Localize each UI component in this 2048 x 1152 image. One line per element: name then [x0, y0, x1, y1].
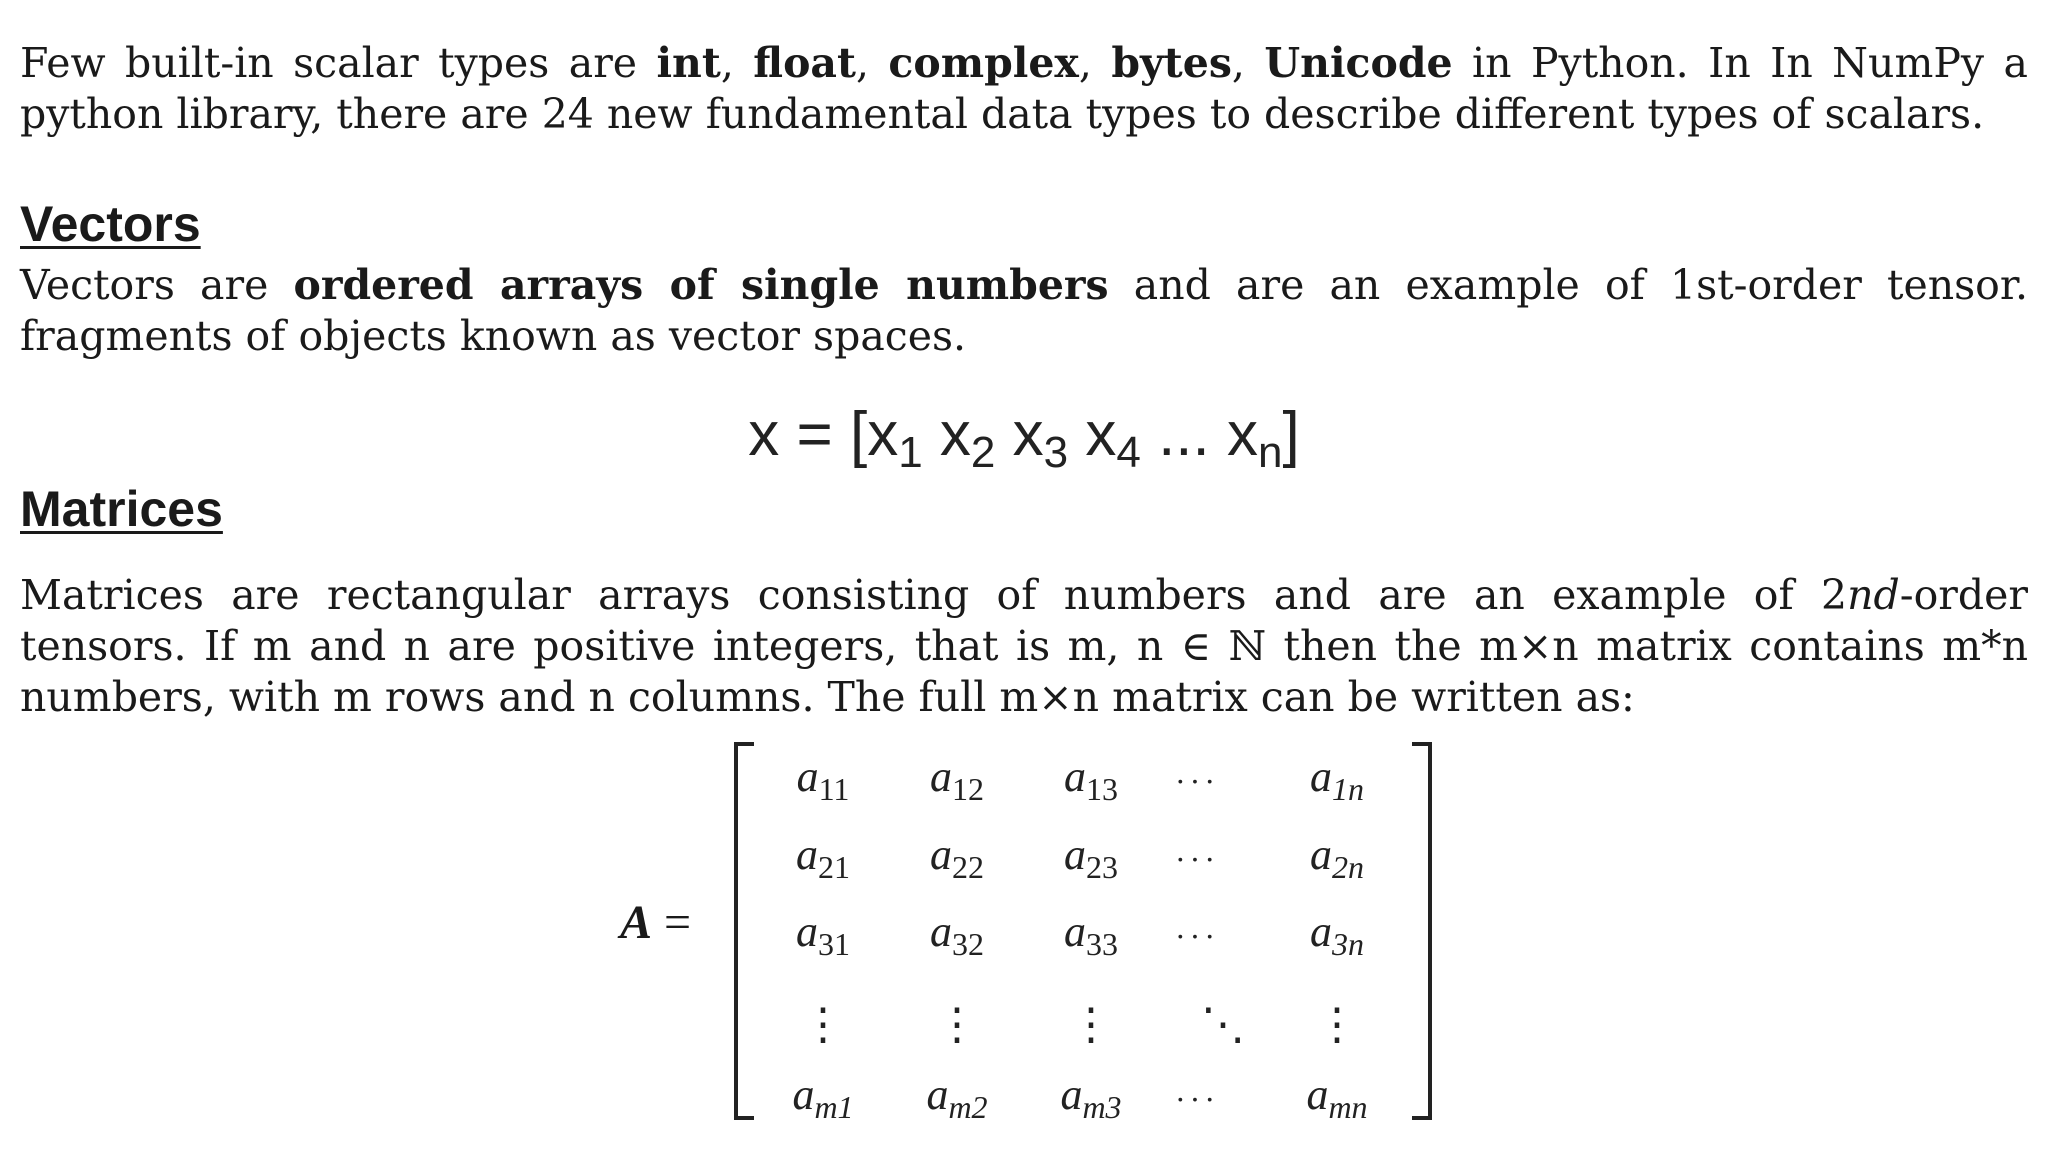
- cell-sub: [948, 1089, 987, 1125]
- term-sub: 3: [1043, 428, 1069, 477]
- cell-base: a: [930, 830, 952, 879]
- cell-base: a: [796, 752, 819, 801]
- intro-text: Few built-in scalar types are: [20, 39, 657, 87]
- term-sub: 1: [898, 428, 923, 477]
- vector-term: [1226, 400, 1283, 477]
- vector-ellipsis: ...: [1158, 400, 1210, 469]
- cell-base: a: [930, 907, 952, 956]
- term-base: x: [1012, 400, 1044, 469]
- vectors-heading: Vectors: [20, 196, 201, 252]
- cell-base: a: [1310, 830, 1332, 879]
- cell-sub: [1328, 1089, 1367, 1125]
- separator: ,: [1231, 39, 1265, 87]
- cell-sub-text: m2: [948, 1089, 988, 1125]
- intro-paragraph: [20, 38, 2028, 140]
- matrices-paragraph: [20, 570, 2028, 723]
- vector-term: [867, 400, 923, 477]
- cell-sub-text: m1: [814, 1089, 854, 1125]
- matrices-heading: Matrices: [20, 481, 223, 537]
- matrices-text: Matrices are rectangular arrays consisting of numbers and are an example of 2: [20, 571, 1848, 619]
- matrix-hdots: ···: [1175, 918, 1219, 954]
- cell-base: a: [792, 1070, 815, 1119]
- vectors-paragraph: [20, 260, 2028, 362]
- matrices-italic-text: nd: [1847, 571, 1900, 619]
- vector-eq-lhs: x = [: [748, 400, 868, 469]
- cell-sub: 11: [818, 771, 850, 807]
- matrix-cell: [768, 830, 878, 885]
- type-float: float: [753, 39, 856, 87]
- matrix-cell: [768, 1070, 878, 1125]
- matrix-vdots: ⋮: [1069, 1000, 1113, 1049]
- matrix-vdots: ⋮: [801, 1000, 845, 1049]
- cell-base: a: [1064, 907, 1086, 956]
- matrix-variable: A: [620, 896, 653, 949]
- matrix-cell: [1036, 752, 1146, 807]
- type-bytes: bytes: [1111, 39, 1232, 87]
- matrix-cell: [902, 1070, 1012, 1125]
- matrix-lhs: [620, 895, 691, 951]
- separator: ,: [1078, 39, 1112, 87]
- type-int: int: [656, 39, 721, 87]
- term-base: x: [1085, 400, 1117, 469]
- vector-equation: [0, 395, 2048, 475]
- matrix-cell: [1282, 752, 1392, 807]
- matrix-hdots: ···: [1175, 841, 1219, 877]
- vector-term: [1085, 400, 1141, 477]
- cell-base: a: [1306, 1070, 1329, 1119]
- matrix-right-bracket: [1412, 742, 1432, 1120]
- cell-sub: 31: [818, 926, 850, 962]
- matrix-cell: [1282, 830, 1392, 885]
- cell-base: a: [1310, 752, 1332, 801]
- matrix-cell: [768, 907, 878, 962]
- cell-sub: [1332, 926, 1364, 962]
- cell-sub: [1332, 771, 1364, 807]
- cell-base: a: [796, 830, 818, 879]
- term-sub: 2: [970, 428, 996, 477]
- matrix-vdots: ⋮: [935, 1000, 979, 1049]
- cell-sub: [1332, 849, 1364, 885]
- matrix-ddots: ⋱: [1201, 1000, 1245, 1049]
- vectors-text: Vectors are: [20, 261, 294, 309]
- cell-base: a: [1060, 1070, 1083, 1119]
- cell-sub-text: 1n: [1332, 771, 1364, 807]
- matrix-vdots: ⋮: [1315, 1000, 1359, 1049]
- vectors-bold-text: ordered arrays of single numbers: [293, 261, 1109, 309]
- term-base: x: [1226, 400, 1258, 469]
- matrix-cell: [902, 830, 1012, 885]
- matrix-hdots: ···: [1175, 1081, 1219, 1117]
- separator: ,: [855, 39, 889, 87]
- term-sub: 4: [1116, 428, 1141, 477]
- cell-base: a: [1064, 752, 1086, 801]
- vector-term: [939, 400, 996, 477]
- cell-base: a: [926, 1070, 949, 1119]
- cell-base: a: [796, 907, 818, 956]
- term-base: x: [939, 400, 971, 469]
- cell-base: a: [930, 752, 952, 801]
- intro-text-end: in Python. In In NumPy a python library, there are 24 new fundamental data types to describe different types of scalars.: [20, 39, 2028, 138]
- vector-term: [1012, 400, 1069, 477]
- vector-eq-close: ]: [1282, 400, 1300, 469]
- matrix-cell: [1282, 907, 1392, 962]
- matrix-cell: [1282, 1070, 1392, 1125]
- equals-sign: =: [652, 896, 692, 949]
- matrix-left-bracket: [734, 742, 754, 1120]
- cell-sub: 23: [1086, 849, 1118, 885]
- cell-base: a: [1064, 830, 1086, 879]
- term-base: x: [867, 400, 899, 469]
- matrices-text-end: -order tensors. If m and n are positive integers, that is m, n ∈ ℕ then the m×n matrix contains m*n numbers, with m rows and n columns. The full m×n matrix can be written as:: [20, 571, 2028, 721]
- matrix-cell: [1036, 830, 1146, 885]
- matrix-cell: [902, 907, 1012, 962]
- cell-sub: 32: [952, 926, 984, 962]
- matrix-hdots: ···: [1175, 763, 1219, 799]
- cell-sub: 33: [1086, 926, 1118, 962]
- cell-sub: [814, 1089, 853, 1125]
- cell-sub-text: mn: [1328, 1089, 1368, 1125]
- term-sub: n: [1257, 428, 1283, 477]
- cell-sub-text: m3: [1082, 1089, 1122, 1125]
- cell-sub-text: 2n: [1332, 849, 1364, 885]
- type-complex: complex: [888, 39, 1079, 87]
- cell-sub-text: 3n: [1332, 926, 1364, 962]
- matrix-cell: [768, 752, 878, 807]
- vectors-text-end: and are an example of 1st-order tensor. fragments of objects known as vector spaces.: [20, 261, 2028, 360]
- matrix-cell: [1036, 1070, 1146, 1125]
- cell-base: a: [1310, 907, 1332, 956]
- separator: ,: [720, 39, 754, 87]
- cell-sub: 13: [1086, 771, 1118, 807]
- cell-sub: 12: [952, 771, 984, 807]
- cell-sub: 21: [818, 849, 850, 885]
- matrix-cell: [1036, 907, 1146, 962]
- type-unicode: Unicode: [1264, 39, 1453, 87]
- matrix-cell: [902, 752, 1012, 807]
- cell-sub: [1082, 1089, 1121, 1125]
- cell-sub: 22: [952, 849, 984, 885]
